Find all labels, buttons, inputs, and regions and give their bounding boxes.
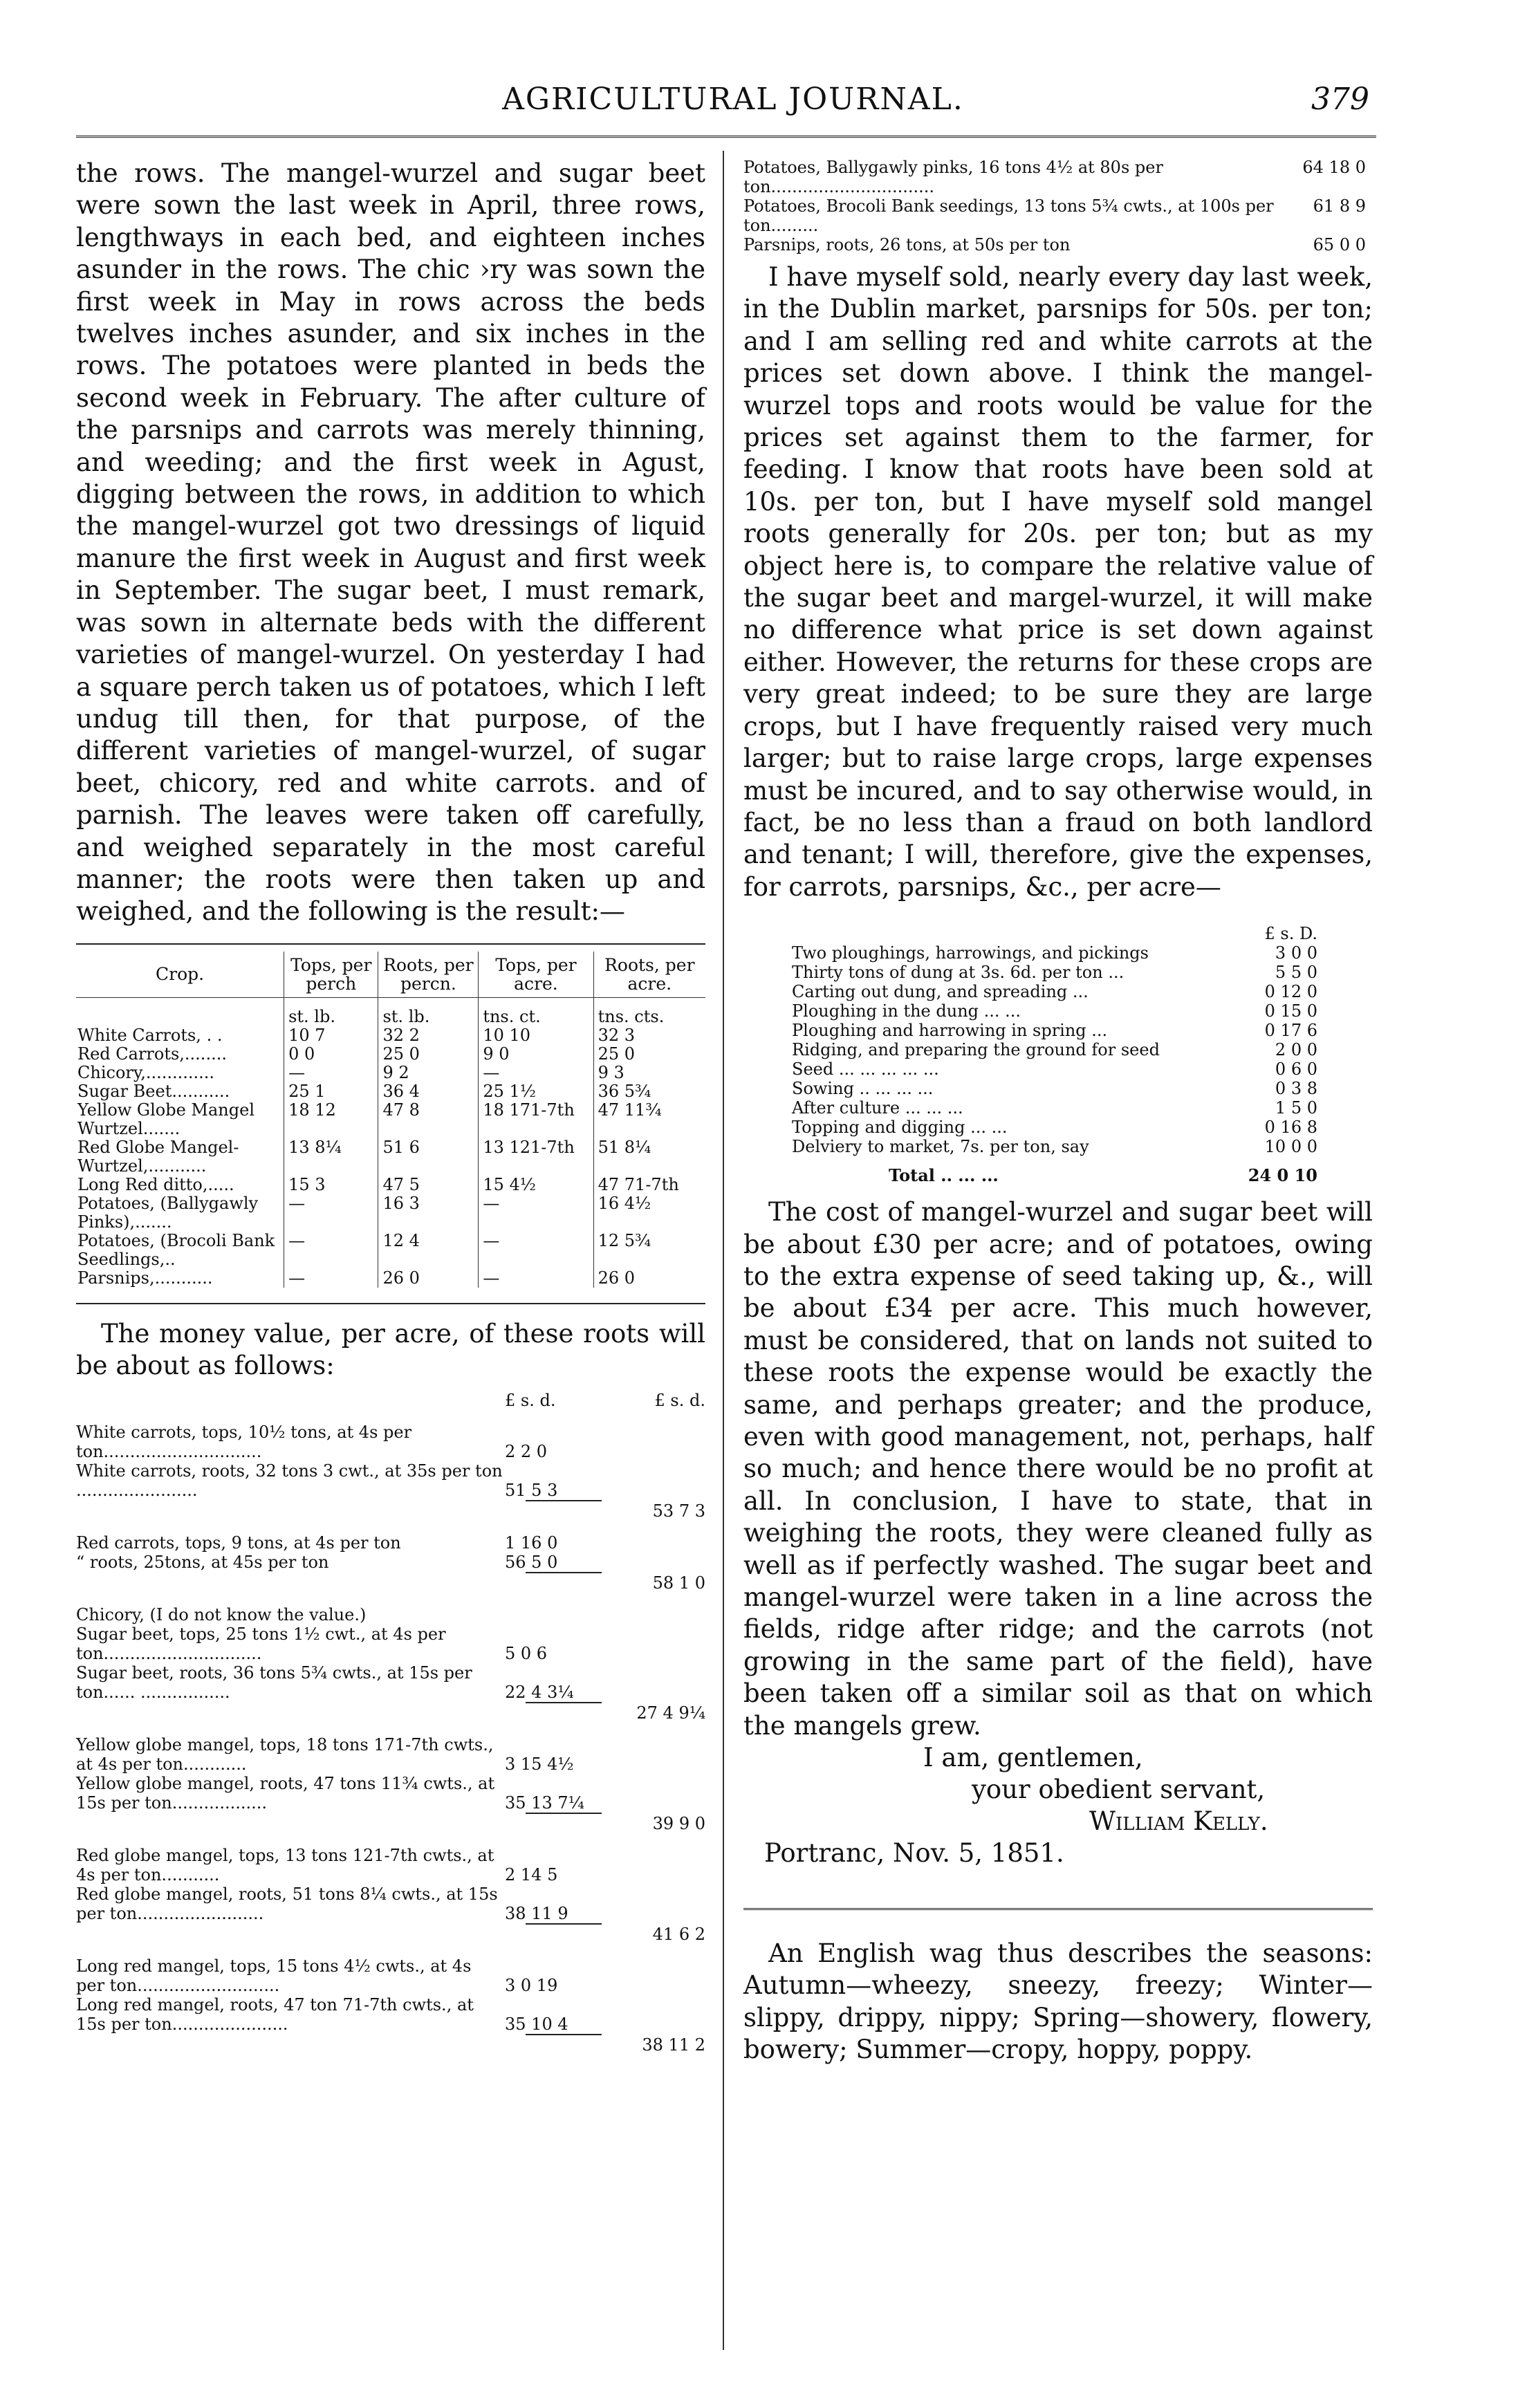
crop-table-header: Tops, per acre. [479,952,593,998]
money-value: 3 15 4½ [505,1754,574,1774]
crop-value: — [284,1232,378,1269]
table-row [76,1026,705,1045]
money-value: 35 13 7¼ [505,1793,584,1813]
crop-value: — [479,1269,593,1288]
crop-value: 10 7 [284,1026,378,1045]
unit-cell: st. lb. [378,997,479,1026]
expense-row [792,1098,1317,1118]
table-top-rule [76,943,705,945]
money-desc: Sugar beet, roots, 36 tons 5¾ cwts., at 15s per ton...... ................. [76,1663,472,1702]
crop-value: 36 5¾ [593,1082,705,1101]
crop-value: 32 2 [378,1026,479,1045]
money-desc: Red globe mangel, tops, 13 tons 121-7th cwts., at 4s per ton........... [76,1845,494,1884]
money-line [76,1663,705,1702]
expense-list [792,924,1317,1156]
crop-value: — [479,1194,593,1232]
money-line [76,1884,705,1923]
potato-line [743,196,1366,235]
expense-amount: 1 5 0 [1275,1098,1317,1118]
running-title: AGRICULTURAL JOURNAL. [502,82,964,117]
expense-row [792,1059,1317,1079]
money-line [76,1774,705,1813]
left-column [76,158,705,2055]
crop-table-header: Crop. [76,952,284,998]
crop-value: — [284,1194,378,1232]
crop-value: 16 3 [378,1194,479,1232]
expense-desc: Topping and digging ... ... [792,1118,1008,1138]
expense-desc: Ploughing and harrowing in spring ... [792,1021,1108,1041]
money-desc: Red globe mangel, roots, 51 tons 8¼ cwts., at 15s per ton........................ [76,1884,498,1923]
expense-amount: 10 0 0 [1264,1137,1317,1157]
table-row [76,1064,705,1082]
place-date: Portranc, Nov. 5, 1851. [764,1838,1064,1869]
potato-desc: Parsnips, roots, 26 tons, at 50s per ton [743,235,1071,254]
crop-value: 15 4½ [479,1176,593,1194]
crop-yield-table [76,952,705,1288]
crop-value: 32 3 [593,1026,705,1045]
crop-value: 51 8¼ [593,1138,705,1176]
potato-amount: 65 0 0 [1313,235,1366,254]
money-desc: Red carrots, tops, 9 tons, at 4s per ton [76,1532,401,1553]
money-total-row [76,1501,705,1521]
total-amount: 24 0 10 [1248,1165,1317,1186]
crop-value: 16 4½ [593,1194,705,1232]
crop-name: Yellow Globe Mangel Wurtzel....... [77,1100,255,1138]
cost-paragraph: The cost of mangel-wurzel and sugar beet will be about £30 per acre; and of potatoes, owing to the extra expense of seed taking up, &., will be about £34 per acre. This much however, must be considered, that on lands not suited to these roots the expense would be exactly the same, and perhaps greater; and the produce, even with good management, not, perhaps, half so much; and hence there would be no profit at all. In conclusion, I have to state, that in weighing the roots, they were cleaned fully as well as if perfectly washed. The sugar beet and mangel-wurzel were taken in a line across the fields, ridge after ridge; and the carrots (not growing in the same part of the field), have been taken off a similar soil as that on which the mangels grew. [743,1197,1373,1741]
money-desc: Yellow globe mangel, tops, 18 tons 171-7th cwts., at 4s per ton............ [76,1734,494,1774]
group-total: 38 11 2 [642,2035,705,2055]
intro-paragraph: the rows. The mangel-wurzel and sugar beet were sown the last week in April, three rows, lengthways in each bed, and eighteen inches asunder in the rows. The chic ›ry was sown the first week in May in rows across the beds twelves inches asunder, and six inches in the rows. The potatoes were planted in beds the second week in February. The after culture of the parsnips and carrots was merely thinning, and weeding; and the first week in Agust, digging between the rows, in addition to which the mangel-wurzel got two dressings of liquid manure the first week in August and first week in September. The sugar beet, I must remark, was sown in alternate beds with the different varieties of mangel-wurzel. On yesterday I had a square perch taken us of potatoes, which I left undug till then, for that purpose, of the different varieties of mangel-wurzel, of sugar beet, chicory, red and white carrots. and of parnish. The leaves were taken off carefully, and weighed separately in the most careful manner; the roots were then taken up and weighed, and the following is the result:— [76,158,705,927]
potato-line [743,158,1366,196]
money-header-1: £ s. d. [505,1390,556,1410]
expense-header [792,924,1317,943]
crop-value: 12 5¾ [593,1232,705,1269]
money-line [76,1533,705,1553]
expense-total [792,1166,1317,1185]
potato-amount: 61 8 9 [1313,196,1366,216]
crop-name: Long Red ditto,..... [77,1174,234,1194]
expense-row [792,963,1317,982]
money-header [76,1391,705,1410]
money-value: 2 14 5 [505,1864,558,1884]
crop-value: 9 0 [479,1045,593,1064]
table-row [76,1101,705,1138]
expense-amount: 3 0 0 [1275,943,1317,963]
closing-line-2: your obedient servant, [972,1775,1266,1805]
expense-header-label: £ s. D. [1264,924,1317,944]
crop-name: Potatoes, (Brocoli Bank Seedlings,.. [77,1230,275,1269]
expense-row [792,1137,1317,1156]
crop-value: 10 10 [479,1026,593,1045]
crop-value: 25 1½ [479,1082,593,1101]
expense-row [792,1040,1317,1059]
money-value: 5 0 6 [505,1643,548,1663]
money-header-2: £ s. d. [654,1390,705,1410]
crop-table-header: Tops, per perch [284,952,378,998]
column-separator [723,151,724,2350]
money-line [76,1956,705,1995]
crop-value: 25 1 [284,1082,378,1101]
expense-desc: Ridging, and preparing the ground for seed [792,1040,1160,1060]
unit-cell: tns. cts. [593,997,705,1026]
crop-value: 26 0 [593,1269,705,1288]
money-desc: Sugar beet, tops, 25 tons 1½ cwt., at 4s per ton.............................. [76,1624,446,1663]
money-line [76,1605,705,1624]
expense-amount: 0 16 8 [1264,1118,1317,1138]
crop-value: 47 71-7th [593,1176,705,1194]
expense-row [792,1001,1317,1021]
money-intro: The money value, per acre, of these roots will be about as follows: [76,1318,705,1381]
crop-table-header: Roots, per percn. [378,952,479,998]
crop-value: — [479,1064,593,1082]
money-desc: White carrots, roots, 32 tons 3 cwt., at 35s per ton ....................... [76,1461,503,1500]
money-value: 1 16 0 [505,1532,558,1553]
crop-value: 13 8¼ [284,1138,378,1176]
unit-cell: tns. ct. [479,997,593,1026]
crop-value: — [284,1064,378,1082]
table-row [76,1269,705,1288]
expense-amount: 0 6 0 [1275,1059,1317,1080]
money-group [76,1956,705,2055]
crop-name: Chicory,............. [77,1062,215,1082]
crop-table-header: Roots, per acre. [593,952,705,998]
money-value: 35 10 4 [505,2014,568,2034]
money-desc: Chicory, (I do not know the value.) [76,1604,367,1624]
money-total-row [76,1573,705,1593]
money-line [76,1846,705,1884]
money-group [76,1533,705,1593]
crop-value: 18 12 [284,1101,378,1138]
money-desc: “ roots, 25tons, at 45s per ton [76,1552,329,1572]
expense-row [792,943,1317,963]
potato-desc: Potatoes, Brocoli Bank seedings, 13 tons 5¾ cwts., at 100s per ton......... [743,196,1274,235]
crop-value: 9 3 [593,1064,705,1082]
crop-value: 0 0 [284,1045,378,1064]
expense-desc: Ploughing in the dung ... ... [792,1001,1021,1021]
potato-line [743,235,1366,254]
expense-row [792,1079,1317,1098]
crop-value: 13 121-7th [479,1138,593,1176]
money-desc: White carrots, tops, 10½ tons, at 4s per ton.............................. [76,1422,412,1461]
units-row [76,997,705,1026]
expense-amount: 2 0 0 [1275,1040,1317,1060]
page-header [83,82,1383,130]
crop-value: 25 0 [378,1045,479,1064]
expense-row [792,1021,1317,1040]
money-line [76,1423,705,1461]
unit-cell: st. lb. [284,997,378,1026]
money-desc: Long red mangel, roots, 47 ton 71-7th cwts., at 15s per ton...................... [76,1994,474,2034]
crop-name: Red Carrots,........ [77,1044,227,1064]
sales-paragraph: I have myself sold, nearly every day last week, in the Dublin market, parsnips for 50s. per ton; and I am selling red and white carrots at the prices set down above. I think the mangel-wurzel tops and roots would be value for the prices set against them to the farmer, for feeding. I know that roots have been sold at 10s. per ton, but I have myself sold mangel roots generally for 20s. per ton; but as my object here is, to compare the relative value of the sugar beet and margel-wurzel, it will make no difference what price is set down against either. However, the returns for these crops are very great indeed; to be sure they are large crops, but I have frequently raised very much larger; but to raise large crops, large expenses must be incured, and to say otherwise would, in fact, be no less than a fraud on both landlord and tenant; I will, therefore, give the expenses, for carrots, parsnips, &c., per acre— [743,262,1373,902]
closing-line: I am, gentlemen, [923,1743,1143,1773]
expense-desc: After culture ... ... ... [792,1098,963,1118]
crop-value: 47 11¾ [593,1101,705,1138]
money-line [76,1735,705,1774]
table-row [76,1232,705,1269]
crop-value: 9 2 [378,1064,479,1082]
crop-value: 47 8 [378,1101,479,1138]
money-group [76,1605,705,1723]
crop-value: 12 4 [378,1232,479,1269]
group-total: 58 1 0 [652,1573,705,1593]
crop-value: — [479,1232,593,1269]
money-value: 22 4 3¼ [505,1682,574,1702]
money-line [76,1461,705,1500]
crop-value: 47 5 [378,1176,479,1194]
expense-amount: 0 17 6 [1264,1021,1317,1041]
potato-desc: Potatoes, Ballygawly pinks, 16 tons 4½ at 80s per ton............................... [743,158,1163,196]
money-line [76,1995,705,2034]
group-total: 41 6 2 [652,1924,705,1944]
money-group [76,1423,705,1521]
crop-value: 26 0 [378,1269,479,1288]
expense-desc: Delviery to market, 7s. per ton, say [792,1137,1089,1157]
expense-amount: 5 5 0 [1275,963,1317,983]
crop-value: 18 171-7th [479,1101,593,1138]
money-desc: Yellow globe mangel, roots, 47 tons 11¾ cwts., at 15s per ton.................. [76,1773,495,1813]
expense-amount: 0 12 0 [1264,982,1317,1002]
money-value-list [76,1391,705,2055]
expense-row [792,982,1317,1001]
money-total-row [76,1814,705,1833]
signature: William Kelly. [1089,1806,1268,1837]
header-rule [76,136,1376,138]
potato-amount: 64 18 0 [1302,158,1366,177]
group-total: 27 4 9¼ [636,1703,705,1723]
unit-cell [76,997,284,1026]
potato-value-list [743,158,1366,254]
crop-value: 15 3 [284,1176,378,1194]
money-line [76,1553,705,1572]
right-column [743,158,1373,2066]
section-rule [743,1908,1373,1910]
table-row [76,1194,705,1232]
expense-desc: Seed ... ... ... ... ... [792,1059,939,1080]
crop-value: 25 0 [593,1045,705,1064]
table-row [76,1045,705,1064]
expense-row [792,1118,1317,1137]
table-row [76,1176,705,1194]
money-value: 56 5 0 [505,1552,558,1572]
money-group [76,1846,705,1944]
group-total: 39 9 0 [652,1813,705,1833]
money-value: 2 2 0 [505,1441,548,1461]
wag-paragraph: An English wag thus describes the seasons: Autumn—wheezy, sneezy, freezy; Winter—slippy, drippy, nippy; Spring—showery, flowery, bowery; Summer—cropy, hoppy, poppy. [743,1938,1373,2065]
expense-desc: Sowing .. ... ... ... [792,1079,934,1099]
money-total-row [76,1925,705,1944]
crop-name: White Carrots, . . [77,1025,223,1045]
money-total-row [76,1703,705,1723]
table-row [76,1138,705,1176]
money-line [76,1624,705,1663]
money-desc: Long red mangel, tops, 15 tons 4½ cwts., at 4s per ton........................... [76,1956,472,1995]
crop-name: Potatoes, (Ballygawly Pinks),....... [77,1193,259,1232]
expense-amount: 0 3 8 [1275,1079,1317,1099]
page-number: 379 [1311,82,1369,117]
table-bottom-rule [76,1303,705,1304]
money-value: 38 11 9 [505,1903,568,1923]
crop-value: 36 4 [378,1082,479,1101]
total-label: Total .. ... ... [889,1165,999,1186]
money-value: 3 0 19 [505,1975,558,1995]
crop-value: — [284,1269,378,1288]
crop-name: Sugar Beet........... [77,1081,230,1101]
crop-name: Red Globe Mangel-Wurtzel,........... [77,1137,239,1176]
expense-desc: Thirty tons of dung at 3s. 6d. per ton ... [792,963,1124,983]
expense-desc: Carting out dung, and spreading ... [792,982,1089,1002]
expense-amount: 0 15 0 [1264,1001,1317,1021]
money-value: 51 5 3 [505,1480,558,1500]
table-row [76,1082,705,1101]
crop-name: Parsnips,........... [77,1268,213,1288]
group-total: 53 7 3 [652,1501,705,1521]
money-group [76,1735,705,1833]
money-total-row [76,2035,705,2055]
expense-desc: Two ploughings, harrowings, and pickings [792,943,1149,963]
crop-value: 51 6 [378,1138,479,1176]
